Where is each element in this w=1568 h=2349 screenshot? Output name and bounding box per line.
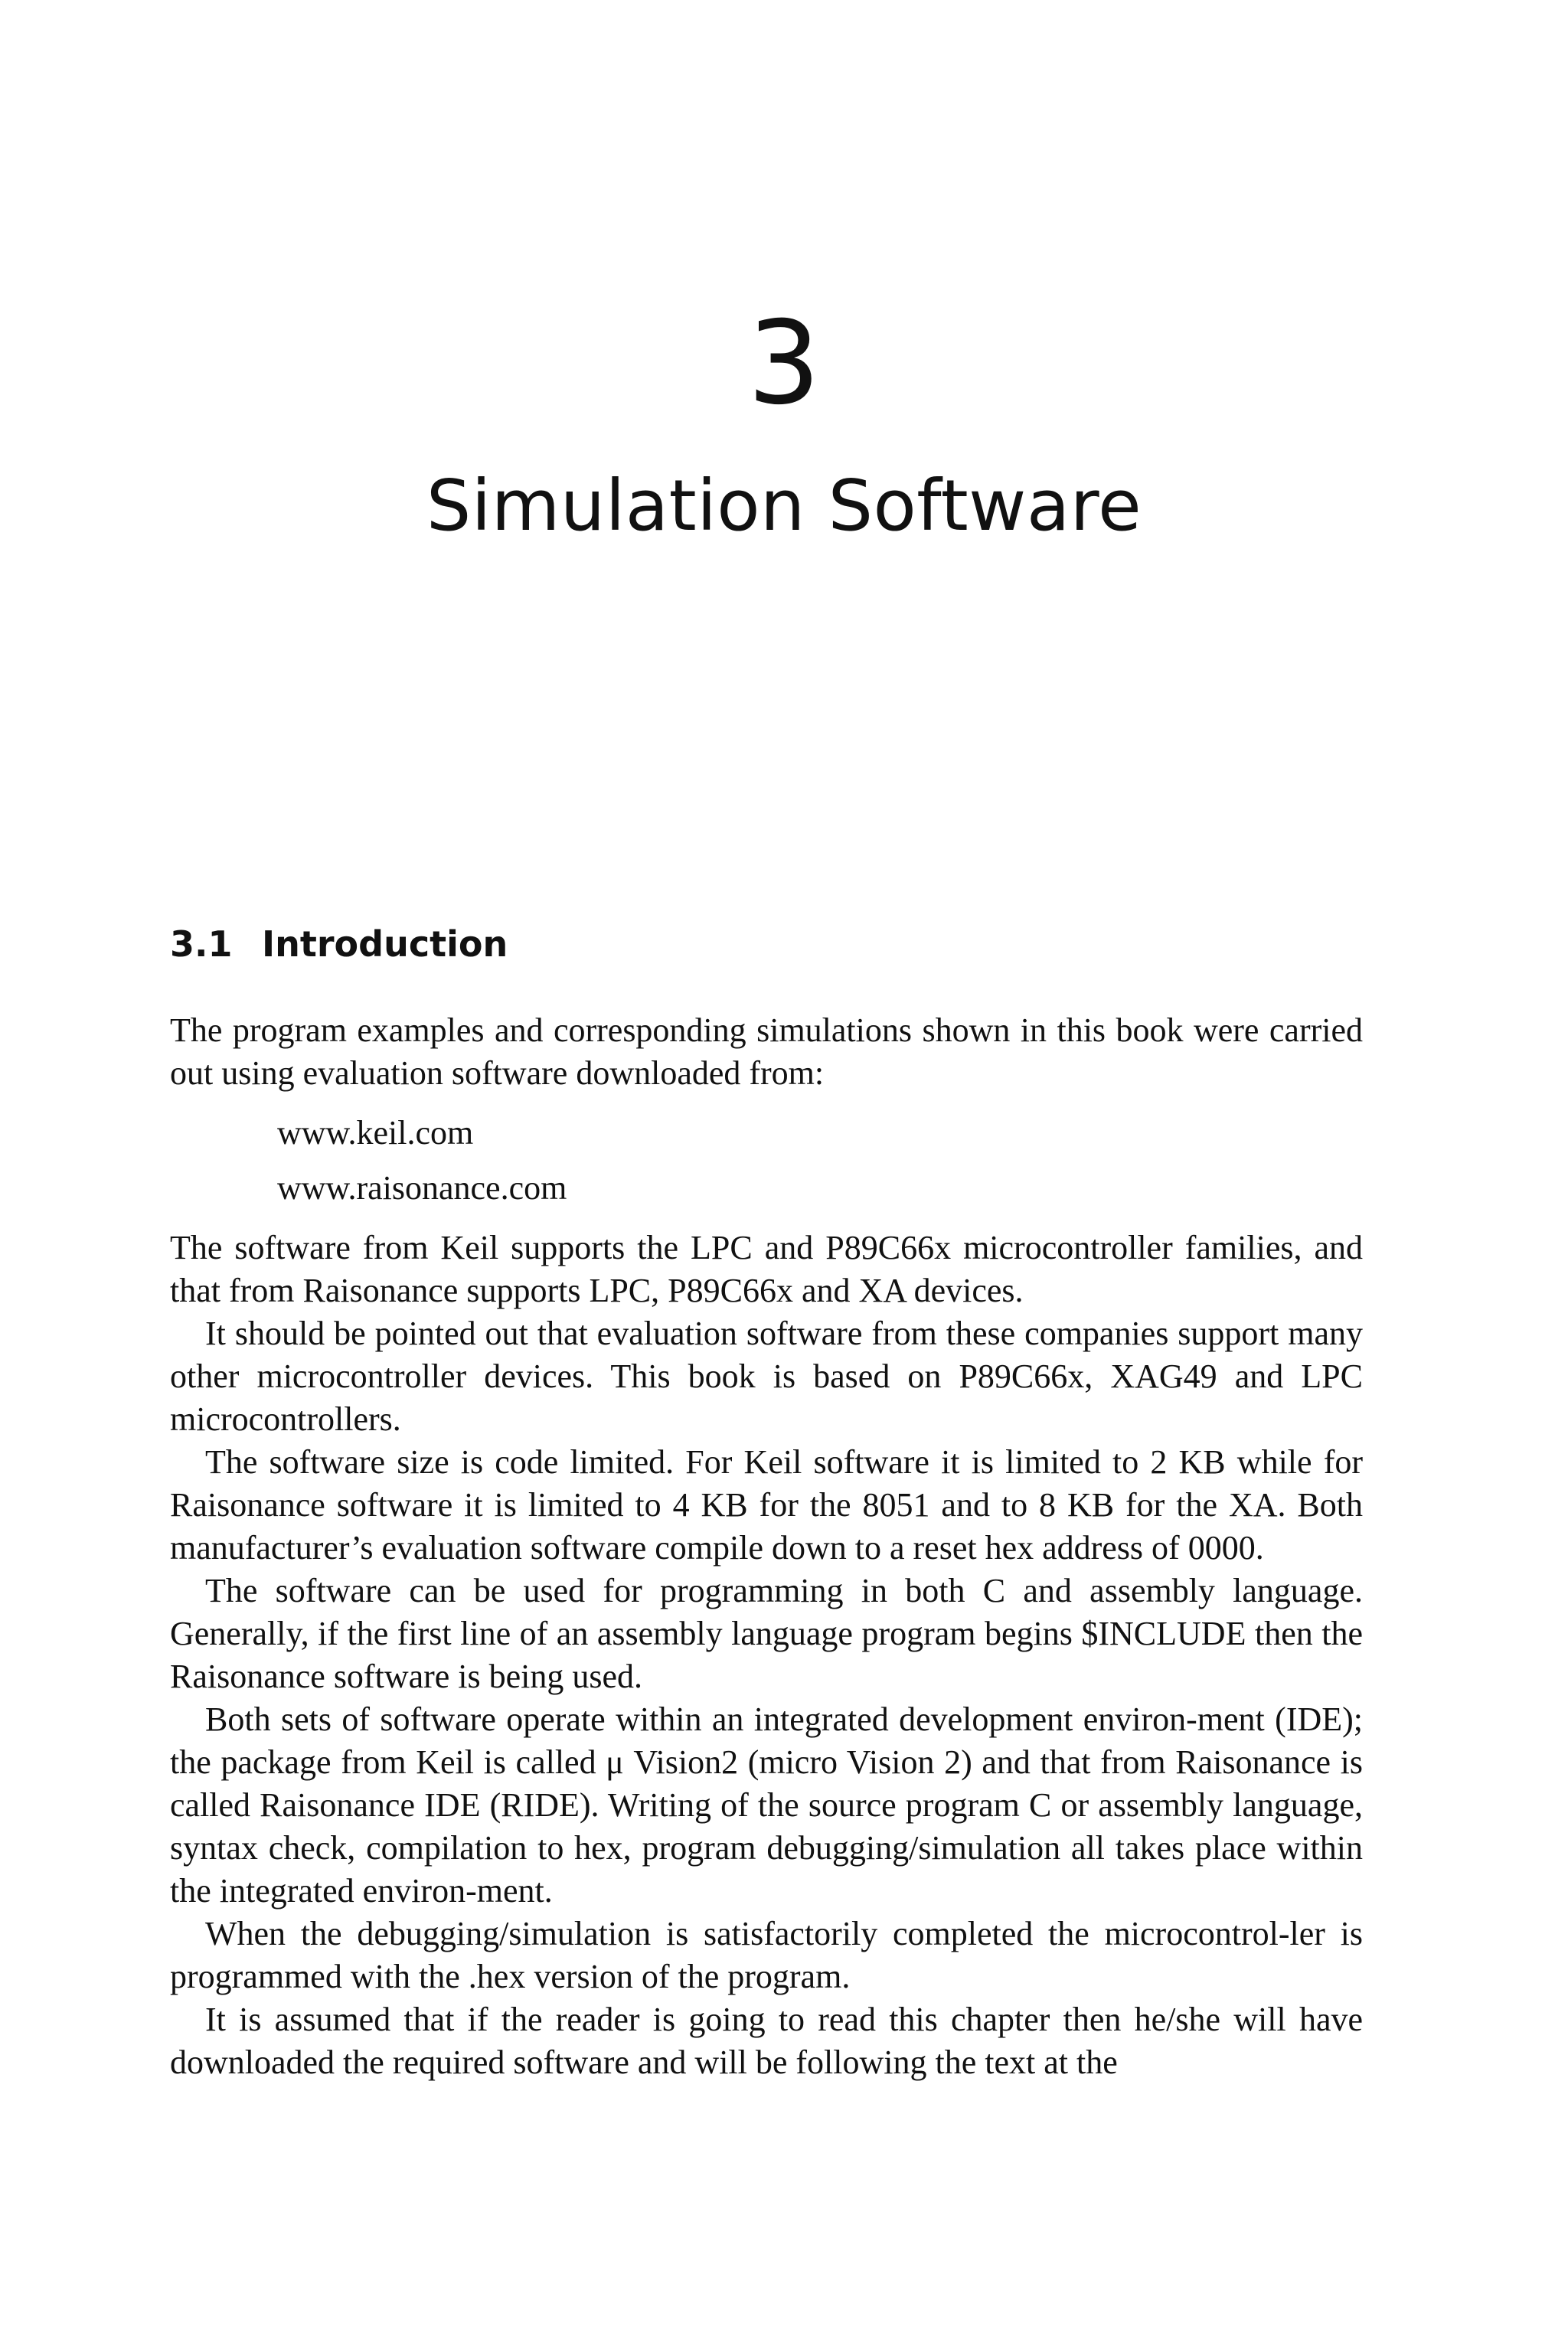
url-keil: www.keil.com (277, 1114, 474, 1152)
paragraph: It is assumed that if the reader is going to read this chapter then he/she will have downloaded the required software and will be following the text at the (170, 2001, 1363, 2081)
chapter-number: 3 (747, 297, 821, 430)
body-text (170, 1009, 1363, 2084)
paragraph: The software size is code limited. For Keil software it is limited to 2 KB while for Raisonance software it is limited to 4 KB for the 8051 and to 8 KB for the XA. Both manufacturer’s evaluation software compile down to a reset hex address of 0000. (170, 1443, 1363, 1567)
paragraph-intro: The program examples and corresponding simulations shown in this book were carried out using evaluation software downloaded from: (170, 1011, 1363, 1092)
chapter-title: Simulation Software (426, 465, 1142, 547)
paragraph: The software can be used for programming in both C and assembly language. Generally, if the first line of an assembly language program begins $INCLUDE then the Raisonance software is being used. (170, 1572, 1363, 1695)
paragraph: It should be pointed out that evaluation software from these companies support many other microcontroller devices. This book is based on P89C66x, XAG49 and LPC microcontrollers. (170, 1315, 1363, 1438)
paragraph: When the debugging/simulation is satisfactorily completed the microcontrol-ler is programmed with the .hex version of the program. (170, 1915, 1363, 1995)
paragraph: The software from Keil supports the LPC and P89C66x microcontroller families, and that from Raisonance supports LPC, P89C66x and XA devices. (170, 1229, 1363, 1309)
section-heading (170, 925, 508, 964)
paragraph: Both sets of software operate within an integrated development environ-ment (IDE); the package from Keil is called μ Vision2 (micro Vision 2) and that from Raisonance is called Raisonance IDE (RIDE). Writing of the source program C or assembly language, syntax check, compilation to hex, program debugging/simulation all takes place within the integrated environ-ment. (170, 1700, 1363, 1910)
url-list (277, 1106, 1363, 1216)
section-number: 3.1 (170, 923, 233, 965)
section-title: Introduction (262, 923, 508, 965)
url-raisonance: www.raisonance.com (277, 1169, 567, 1207)
